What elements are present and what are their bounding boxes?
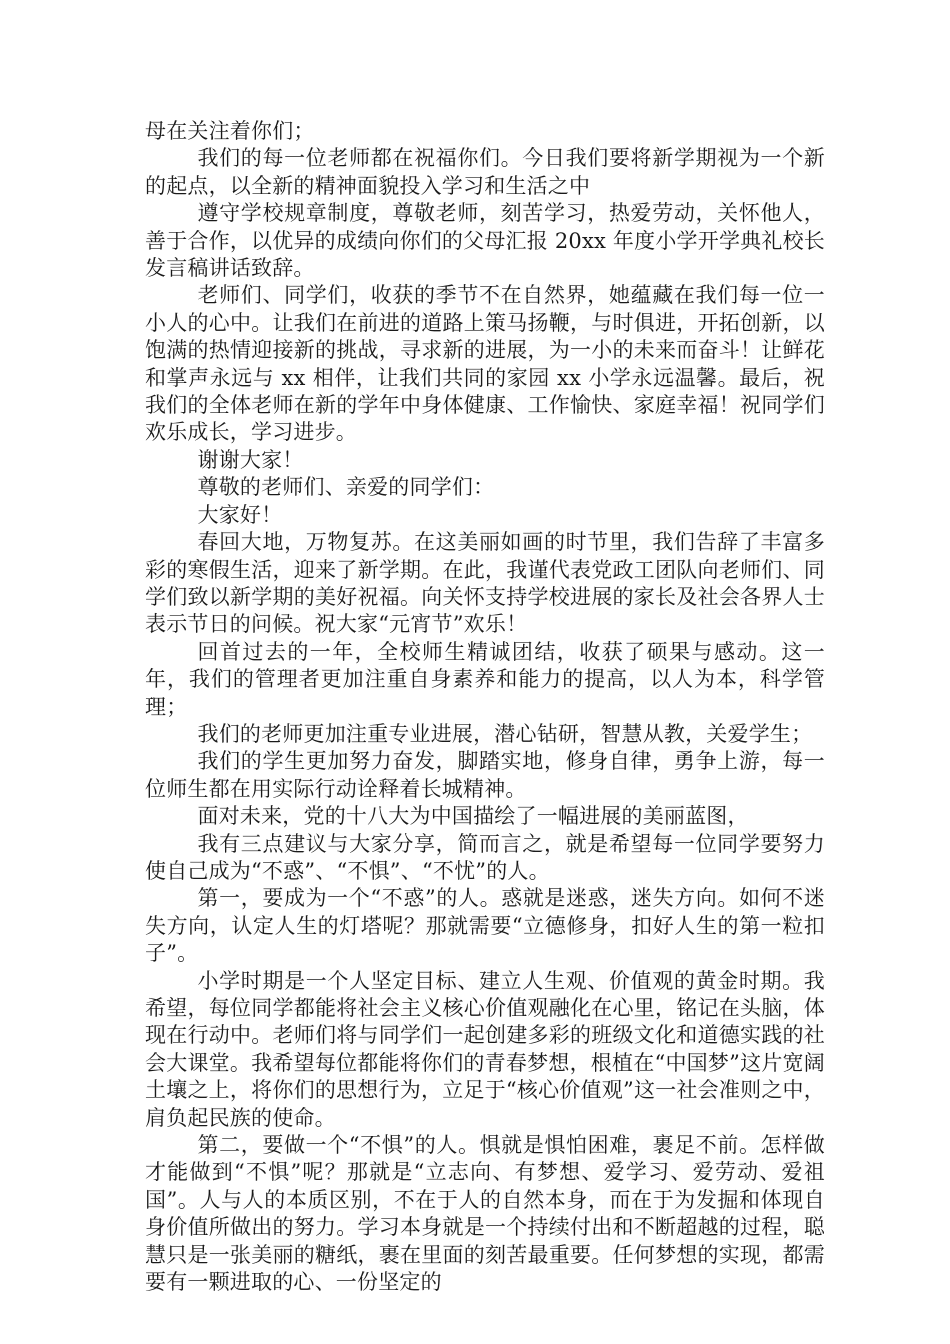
paragraph: 我们的学生更加努力奋发，脚踏实地，修身自律，勇争上游，每一位师生都在用实际行动诠释着长城精神。 [145,749,825,801]
paragraph: 小学时期是一个人坚定目标、建立人生观、价值观的黄金时期。我希望，每位同学都能将社会主义核心价值观融化在心里，铭记在头脑，体现在行动中。老师们将与同学们一起创建多彩的班级文化和道德实践的社会大课堂。我希望每位都能将你们的青春梦想，根植在“中国梦”这片宽阔土壤之上，将你们的思想行为，立足于“核心价值观”这一社会准则之中，肩负起民族的使命。 [145,968,825,1130]
paragraph: 尊敬的老师们、亲爱的同学们： [197,475,495,500]
document-body [145,118,825,1296]
paragraph: 老师们、同学们，收获的季节不在自然界，她蕴藏在我们每一位一小人的心中。让我们在前进的道路上策马扬鞭，与时俱进，开拓创新，以饱满的热情迎接新的挑战，寻求新的进展，为一小的未来而奋斗！让鲜花和掌声永远与 xx 相伴，让我们共同的家园 xx 小学永远温馨。最后，祝我们的全体老师在新的学年中身体健康、工作愉快、家庭幸福！祝同学们欢乐成长，学习进步。 [145,283,825,445]
paragraph: 谢谢大家！ [197,447,304,472]
paragraph: 大家好！ [197,502,283,527]
paragraph: 遵守学校规章制度，尊敬老师，刻苦学习，热爱劳动，关怀他人，善于合作，以优异的成绩向你们的父母汇报 20xx 年度小学开学典礼校长发言稿讲话致辞。 [145,201,825,281]
paragraph: 我有三点建议与大家分享，简而言之，就是希望每一位同学要努力使自己成为“不惑”、“不惧”、“不忧”的人。 [145,831,825,883]
paragraph: 春回大地，万物复苏。在这美丽如画的时节里，我们告辞了丰富多彩的寒假生活，迎来了新学期。在此，我谨代表党政工团队向老师们、同学们致以新学期的美好祝福。向关怀支持学校进展的家长及社会各界人士表示节日的问候。祝大家“元宵节”欢乐！ [145,530,825,637]
paragraph: 回首过去的一年，全校师生精诚团结，收获了硕果与感动。这一年，我们的管理者更加注重自身素养和能力的提高，以人为本，科学管理； [145,639,825,719]
paragraph: 我们的老师更加注重专业进展，潜心钻研，智慧从教，关爱学生； [197,721,813,746]
paragraph: 母在关注着你们； [145,119,315,143]
paragraph: 第二，要做一个“不惧”的人。惧就是惧怕困难，裹足不前。怎样做才能做到“不惧”呢？那就是“立志向、有梦想、爱学习、爱劳动、爱祖国”。人与人的本质区别，不在于人的自然本身，而在于为发掘和体现自身价值所做出的努力。学习本身就是一个持续付出和不断超越的过程，聪慧只是一张美丽的糖纸，裹在里面的刻苦最重要。任何梦想的实现，都需要有一颗进取的心、一份坚定的 [145,1133,825,1295]
paragraph: 我们的每一位老师都在祝福你们。今日我们要将新学期视为一个新的起点，以全新的精神面貌投入学习和生活之中 [145,146,825,198]
paragraph: 第一，要成为一个“不惑”的人。惑就是迷惑，迷失方向。如何不迷失方向，认定人生的灯塔呢？那就需要“立德修身，扣好人生的第一粒扣子”。 [145,886,825,966]
paragraph: 面对未来，党的十八大为中国描绘了一幅进展的美丽蓝图， [197,804,749,829]
